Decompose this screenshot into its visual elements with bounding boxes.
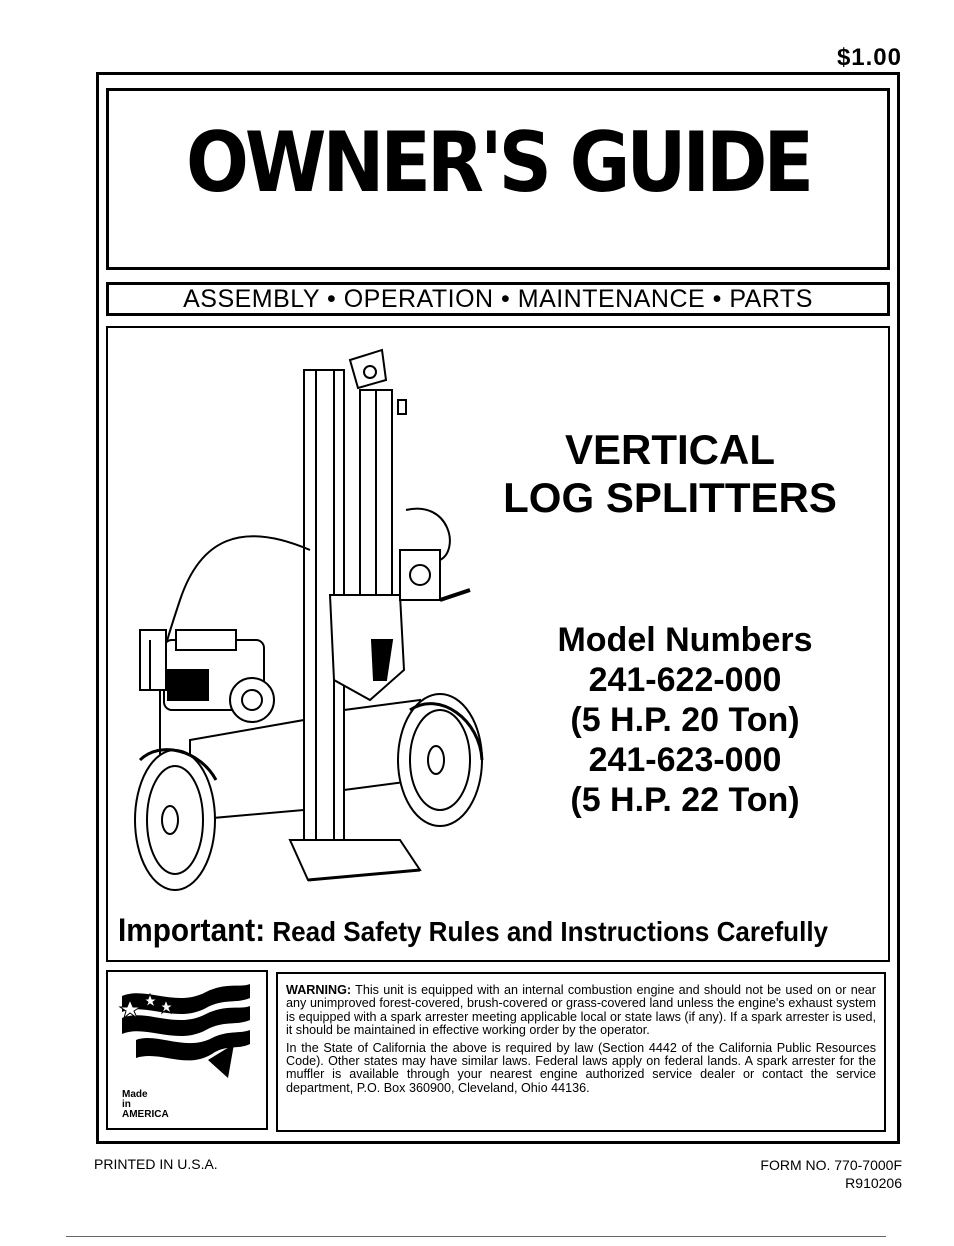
product-title <box>470 426 870 522</box>
model-number: 241-623-000 <box>588 741 782 779</box>
log-splitter-illustration <box>120 340 490 900</box>
product-title-line1: VERTICAL <box>565 426 775 473</box>
important-lead: Important: <box>118 912 266 948</box>
important-text: Read Safety Rules and Instructions Carefully <box>272 916 829 947</box>
model-heading: Model Numbers <box>557 621 813 659</box>
form-number: FORM NO. 770-7000F <box>760 1157 902 1173</box>
made-label-line3: AMERICA <box>122 1109 169 1120</box>
warning-paragraph-2: In the State of California the above is required by law (Section 4442 of the California Public Resources Code). Other states may have similar laws. Federal laws apply on federal lands. A spark arrester for the muffler is available through your nearest engine authorized service dealer or contact the service department, P.O. Box 360900, Cleveland, Ohio 44136. <box>286 1040 876 1095</box>
model-number: 241-622-000 <box>588 661 782 699</box>
warning-label: WARNING: <box>286 983 352 997</box>
guide-title: OWNER'S GUIDE <box>185 114 811 212</box>
price-label: $1.00 <box>836 44 902 71</box>
warning-text-1: This unit is equipped with an internal combustion engine and should not be used on or near any unimproved forest-covered, brush-covered or grass-covered land unless the engine's exhaust system is equipped with a spark arrester meeting applicable local or state laws (if any). If a spark arrester is used, it should be maintained in effective working order by the operator. <box>286 983 876 1038</box>
subtitle-banner: ASSEMBLY • OPERATION • MAINTENANCE • PARTS <box>106 282 890 316</box>
warning-panel <box>276 972 886 1132</box>
model-spec: (5 H.P. 22 Ton) <box>570 781 800 819</box>
product-title-line2: LOG SPLITTERS <box>503 474 837 521</box>
form-number-block <box>760 1156 902 1192</box>
made-in-america-label <box>122 1090 169 1120</box>
important-notice <box>118 912 829 949</box>
printed-in-label: PRINTED IN U.S.A. <box>94 1156 218 1172</box>
made-label-line1: Made <box>122 1089 148 1100</box>
model-numbers <box>520 620 850 820</box>
made-label-line2: in <box>122 1099 131 1110</box>
bottom-rule <box>66 1236 886 1237</box>
warning-paragraph-1 <box>286 984 876 1038</box>
model-spec: (5 H.P. 20 Ton) <box>570 701 800 739</box>
american-flag-icon <box>116 978 256 1088</box>
revision-code: R910206 <box>845 1175 902 1191</box>
